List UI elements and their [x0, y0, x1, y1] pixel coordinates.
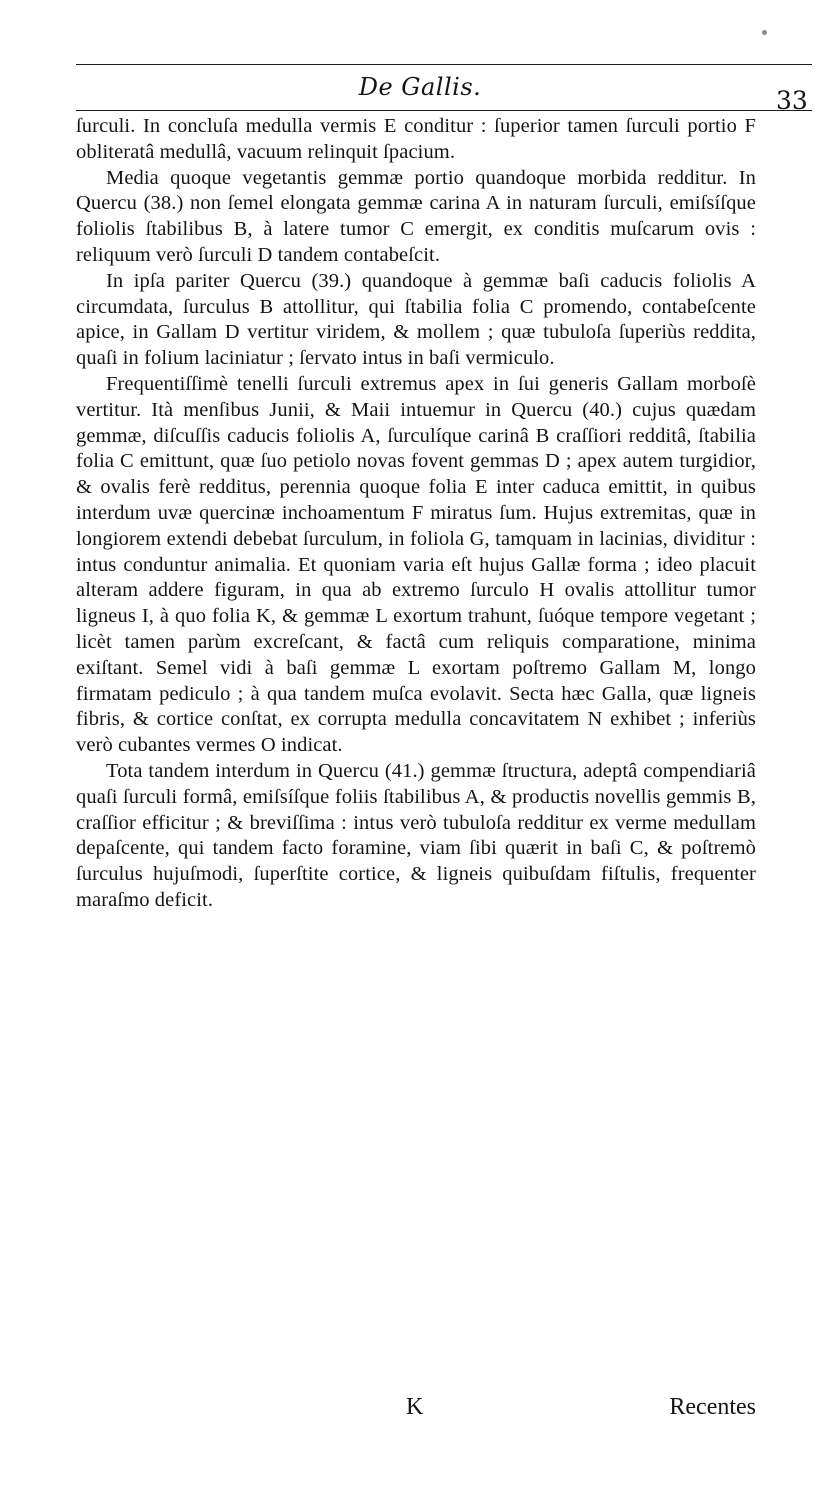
paragraph-4: Frequentiſſimè tenelli ſurculi extremus apex in ſui generis Gallam morboſè vertitur. Ità menſibus Junii, & Maii intuemur in Quercu (40.) cujus quædam gemmæ, diſcuſſis caducis foliolis A, ſurculíque carinâ B craſſiori redditâ, ſtabilia folia C emittunt, quæ ſuo petiolo novas fovent gemmas D ; apex autem turgidior, & ovalis ferè redditus, perennia quoque folia E inter caduca emittit, in quibus interdum uvæ quercinæ inchoamentum F miratus ſum. Hujus extremitas, quæ in longiorem extendi debebat ſurculum, in foliola G, tamquam in lacinias, dividitur : intus conduntur animalia. Et quoniam varia eſt hujus Gallæ forma ; ideo placuit alteram addere figuram, in qua ab extremo ſurculo H ovalis attollitur tumor ligneus I, à quo folia K, & gemmæ L exortum trahunt, ſuóque tempore vegetant ; licèt tamen parùm excreſcant, & factâ cum reliquis comparatione, minima exiſtant. Semel vidi à baſi gemmæ L exortam poſtremo Gallam M, longo firmatam pediculo ; à qua tandem muſca evolavit. Secta hæc Galla, quæ ligneis fibris, & cortice conſtat, ex corrupta medulla concavitatem N exhibet ; inferiùs verò cubantes vermes O indicat.	[76, 372, 756, 757]
signature-mark: K	[406, 1394, 424, 1420]
page-footer	[76, 1390, 756, 1424]
running-title: De Gallis.	[358, 73, 482, 101]
header-rule-bottom	[76, 110, 812, 111]
body-text	[76, 114, 756, 914]
catchword: Recentes	[669, 1394, 756, 1420]
header-rule-top	[76, 64, 812, 65]
paragraph-1: ſurculi. In concluſa medulla vermis E conditur : ſuperior tamen ſurculi portio F obliteratâ medullâ, vacuum relinquit ſpacium.	[76, 115, 756, 163]
paragraph-3: In ipſa pariter Quercu (39.) quandoque à gemmæ baſi caducis foliolis A circumdata, ſurculus B attollitur, qui ſtabilia folia C promendo, contabeſcente apice, in Gallam D vertitur viridem, & mollem ; quæ tubuloſa ſuperiùs reddita, quaſi in folium laciniatur ; ſervato intus in baſi vermiculo.	[76, 269, 756, 370]
paragraph-5: Tota tandem interdum in Quercu (41.) gemmæ ſtructura, adeptâ compendiariâ quaſi ſurculi formâ, emiſsíſque foliis ſtabilibus A, & productis novellis gemmis B, craſſior efficitur ; & breviſſima : intus verò tubuloſa redditur ex verme medullam depaſcente, qui tandem facto foramine, viam ſibi quærit in baſi C, & poſtremò ſurculus hujuſmodi, ſuperſtite cortice, & ligneis quibuſdam fiſtulis, frequenter maraſmo deficit.	[76, 759, 756, 911]
ink-speck	[762, 30, 767, 35]
page-number: 33	[776, 86, 808, 115]
paragraph-2: Media quoque vegetantis gemmæ portio quandoque morbida redditur. In Quercu (38.) non ſemel elongata gemmæ carina A in naturam ſurculi, emiſsíſque foliolis ſtabilibus B, à latere tumor C emergit, ex conditis muſcarum ovis : reliquum verò ſurculi D tandem contabeſcit.	[76, 166, 756, 266]
